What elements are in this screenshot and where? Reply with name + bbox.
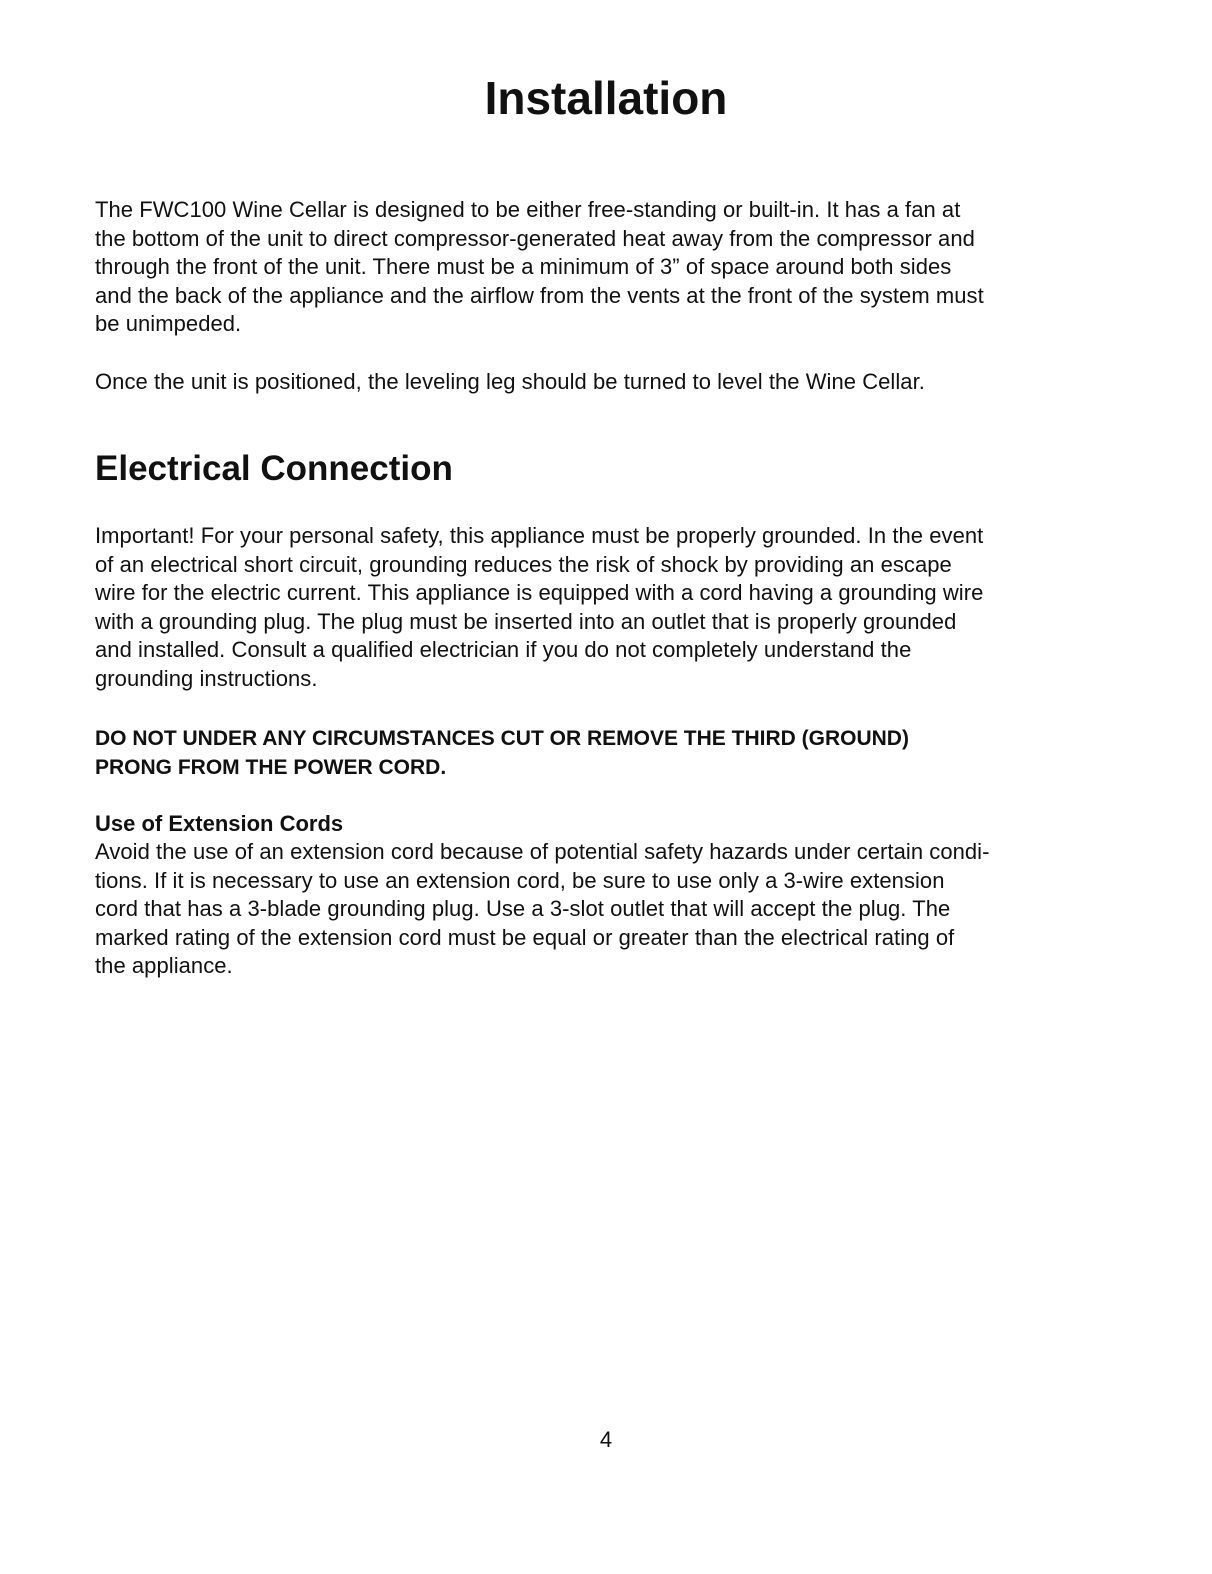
paragraph-line: of an electrical short circuit, grounding reduces the risk of shock by providing an escape xyxy=(95,551,952,577)
paragraph-line: tions. If it is necessary to use an extension cord, be sure to use only a 3-wire extension xyxy=(95,867,945,893)
extension-cords-paragraph xyxy=(95,838,1085,981)
paragraph-line: through the front of the unit. There must be a minimum of 3” of space around both sides xyxy=(95,254,952,280)
intro-paragraph xyxy=(95,196,1085,339)
paragraph-line: marked rating of the extension cord must be equal or greater than the electrical rating of xyxy=(95,924,955,950)
page-number: 4 xyxy=(599,1427,613,1452)
paragraph-line: grounding instructions. xyxy=(95,665,318,691)
page-title: Installation xyxy=(484,72,728,124)
electrical-connection-heading: Electrical Connection xyxy=(95,449,453,488)
paragraph-line: wire for the electric current. This appliance is equipped with a cord having a grounding wire xyxy=(95,580,984,606)
warning-line: DO NOT UNDER ANY CIRCUMSTANCES CUT OR REMOVE THE THIRD (GROUND) xyxy=(95,727,909,750)
paragraph-line: the appliance. xyxy=(95,953,233,979)
paragraph-line: The FWC100 Wine Cellar is designed to be either free-standing or built-in. It has a fan at xyxy=(95,197,961,222)
paragraph-line: be unimpeded. xyxy=(95,311,242,337)
paragraph-line: Avoid the use of an extension cord because of potential safety hazards under certain condi- xyxy=(95,839,990,864)
paragraph-line: the bottom of the unit to direct compressor-generated heat away from the compressor and xyxy=(95,225,975,251)
paragraph-line: and the back of the appliance and the airflow from the vents at the front of the system must xyxy=(95,282,984,308)
paragraph-line: with a grounding plug. The plug must be inserted into an outlet that is properly grounded xyxy=(95,608,957,634)
paragraph-line: and installed. Consult a qualified electrician if you do not completely understand the xyxy=(95,637,912,663)
paragraph-line: cord that has a 3-blade grounding plug. Use a 3-slot outlet that will accept the plug. The xyxy=(95,896,951,922)
grounding-paragraph xyxy=(95,522,1085,694)
warning-line: PRONG FROM THE POWER CORD. xyxy=(95,756,447,779)
paragraph-line: Once the unit is positioned, the leveling leg should be turned to level the Wine Cellar. xyxy=(95,369,925,394)
extension-cords-heading: Use of Extension Cords xyxy=(95,811,344,836)
ground-prong-warning xyxy=(95,724,1095,782)
leveling-paragraph xyxy=(95,368,1085,397)
paragraph-line: Important! For your personal safety, this appliance must be properly grounded. In the event xyxy=(95,523,984,548)
